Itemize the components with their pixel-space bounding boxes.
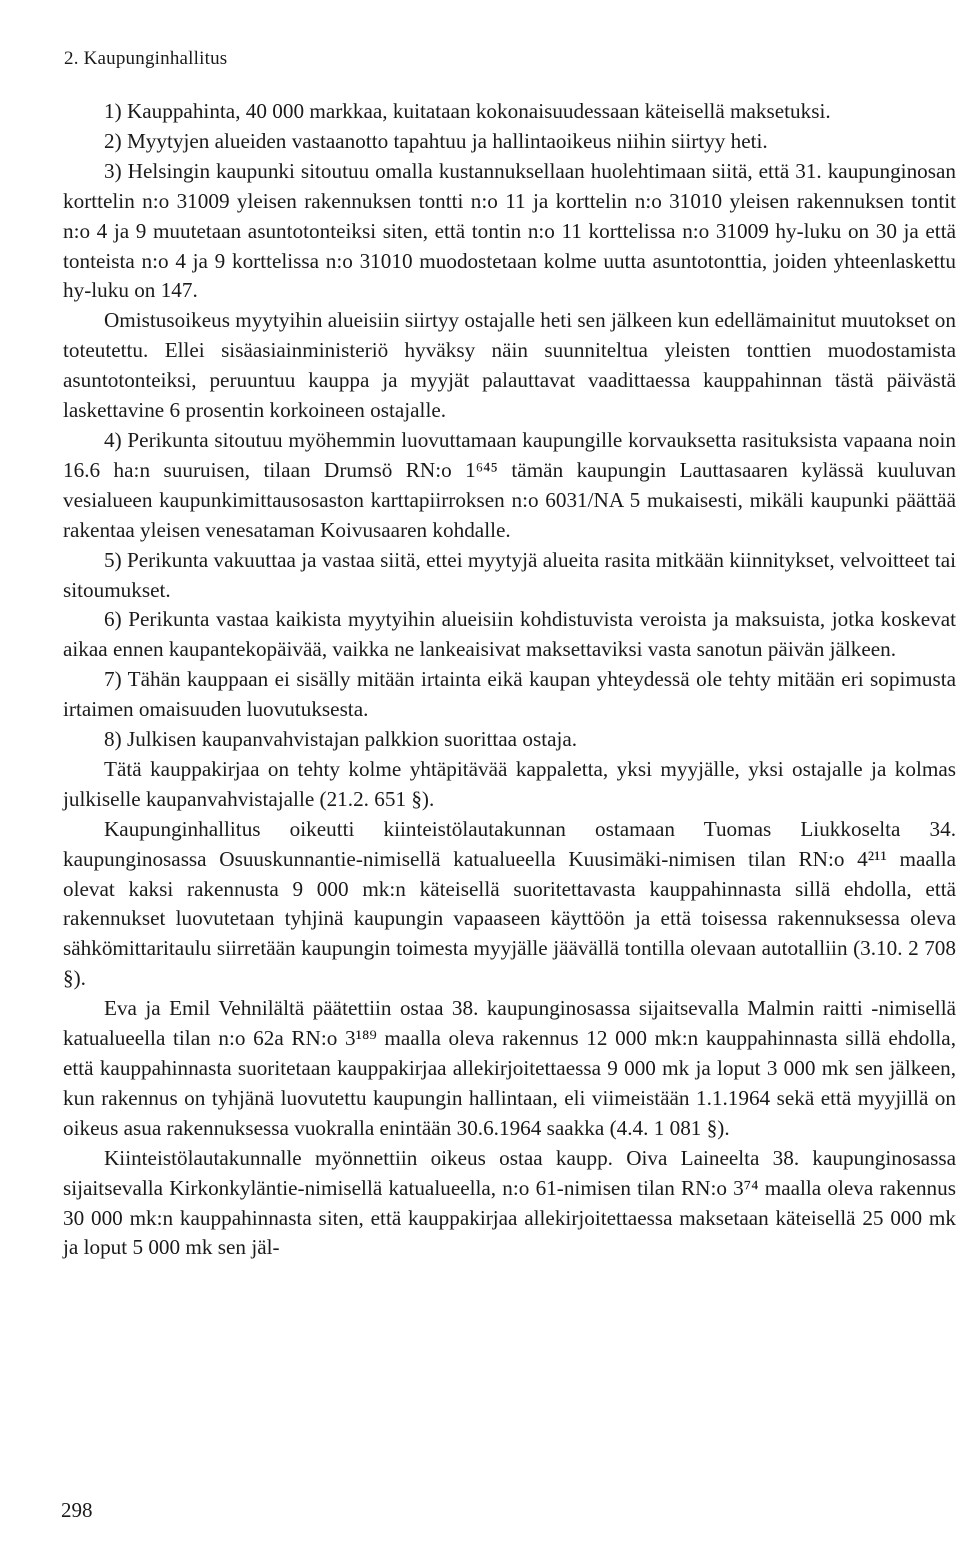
- paragraph: Eva ja Emil Vehnilältä päätettiin ostaa 38. kaupunginosassa sijaitsevalla Malmin raitti -nimisellä katualueella tilan n:o 62a RN:o 3¹⁸⁹ maalla oleva rakennus 12 000 mk:n kauppahinnasta sillä ehdolla, että kauppahinnasta suoritetaan kauppakirjaa allekirjoitettaessa 9 000 mk ja loput 3 000 mk sen jälkeen, kun rakennus on tyhjänä luovutettu kaupungin hallintaan, eli viimeistään 1.1.1964 sekä että myyjillä on oikeus asua rakennuksessa vuokralla enintään 30.6.1964 saakka (4.4. 1 081 §).: [63, 996, 956, 1140]
- paragraph: Kaupunginhallitus oikeutti kiinteistölautakunnan ostamaan Tuomas Liukkoselta 34. kaupunginosassa Osuuskunnantie-nimisellä katualueella Kuusimäki-nimisen tilan RN:o 4²¹¹ maalla olevat kaksi rakennusta 9 000 mk:n käteisellä suoritettavasta kauppahinnasta sillä ehdolla, että rakennukset luovutetaan tyhjinä kaupungin vapaaseen käyttöön ja että toisessa rakennuksessa oleva sähkömittaritaulu siirretään kaupungin toimesta myyjälle jäävällä tontilla olevaan autotalliin (3.10. 2 708 §).: [63, 816, 956, 991]
- section-header: 2. Kaupunginhallitus: [64, 48, 228, 69]
- paragraph: 3) Helsingin kaupunki sitoutuu omalla kustannuksellaan huolehtimaan siitä, että 31. kaupunginosan korttelin n:o 31009 yleisen rakennuksen tontti n:o 11 ja korttelin n:o 31010 yleisen rakennuksen tontit n:o 4 ja 9 muutetaan asuntotonteiksi siten, että tontin n:o 11 korttelissa n:o 31009 hy-luku on 30 ja että tonteista n:o 4 ja 9 korttelissa n:o 31010 muodostetaan kolme uutta asuntotonttia, joiden yhteenlaskettu hy-luku on 147.: [63, 158, 956, 303]
- paragraph: 1) Kauppahinta, 40 000 markkaa, kuitataan kokonaisuudessaan käteisellä maksetuksi.: [104, 99, 831, 123]
- paragraph: Tätä kauppakirjaa on tehty kolme yhtäpitävää kappaletta, yksi myyjälle, yksi ostajalle ja kolmas julkiselle kaupanvahvistajalle (21.2. 651 §).: [63, 756, 956, 811]
- paragraph: Omistusoikeus myytyihin alueisiin siirtyy ostajalle heti sen jälkeen kun edellämainitut muutokset on toteutettu. Ellei sisäasiainministeriö hyväksy näin suunniteltua yleisten tonttien muodostamista asuntotonteiksi, peruuntuu kauppa ja myyjät palauttavat vaadittaessa kauppahinnan tästä päivästä laskettavine 6 prosentin korkoineen ostajalle.: [63, 308, 956, 423]
- paragraph: 5) Perikunta vakuuttaa ja vastaa siitä, ettei myytyjä alueita rasita mitkään kiinnitykset, velvoitteet tai sitoumukset.: [63, 547, 956, 602]
- paragraph: 6) Perikunta vastaa kaikista myytyihin alueisiin kohdistuvista veroista ja maksuista, jotka koskevat aikaa ennen kaupantekopäivää, vaikka ne lankeaisivat maksettaviksi vasta sanotun päivän jälkeen.: [63, 607, 956, 662]
- paragraph: Kiinteistölautakunnalle myönnettiin oikeus ostaa kaupp. Oiva Laineelta 38. kaupunginosassa sijaitsevalla Kirkonkyläntie-nimisellä katualueella, n:o 61-nimisen tilan RN:o 3⁷⁴ maalla oleva rakennus 30 000 mk:n kauppahinnasta siten, että kauppakirjaa allekirjoitettaessa maksetaan käteisellä 25 000 mk ja loput 5 000 mk sen jäl-: [63, 1145, 956, 1260]
- body-text: [63, 97, 956, 1263]
- paragraph: 7) Tähän kauppaan ei sisälly mitään irtainta eikä kaupan yhteydessä ole tehty mitään eri sopimusta irtaimen omaisuuden luovutuksesta.: [63, 667, 956, 722]
- page-number: 298: [61, 1498, 93, 1522]
- paragraph: 4) Perikunta sitoutuu myöhemmin luovuttamaan kaupungille korvauksetta rasituksista vapaana noin 16.6 ha:n suuruisen, tilaan Drumsö RN:o 1⁶⁴⁵ tämän kaupungin Lauttasaaren kylässä kuuluvan vesialueen kaupunkimittausosaston karttapiirroksen n:o 6031/NA 5 mukaisesti, mikäli kaupunki päättää rakentaa yleisen venesataman Koivusaaren kohdalle.: [63, 427, 956, 542]
- paragraph: 2) Myytyjen alueiden vastaanotto tapahtuu ja hallintaoikeus niihin siirtyy heti.: [104, 128, 768, 153]
- paragraph: 8) Julkisen kaupanvahvistajan palkkion suorittaa ostaja.: [104, 727, 578, 752]
